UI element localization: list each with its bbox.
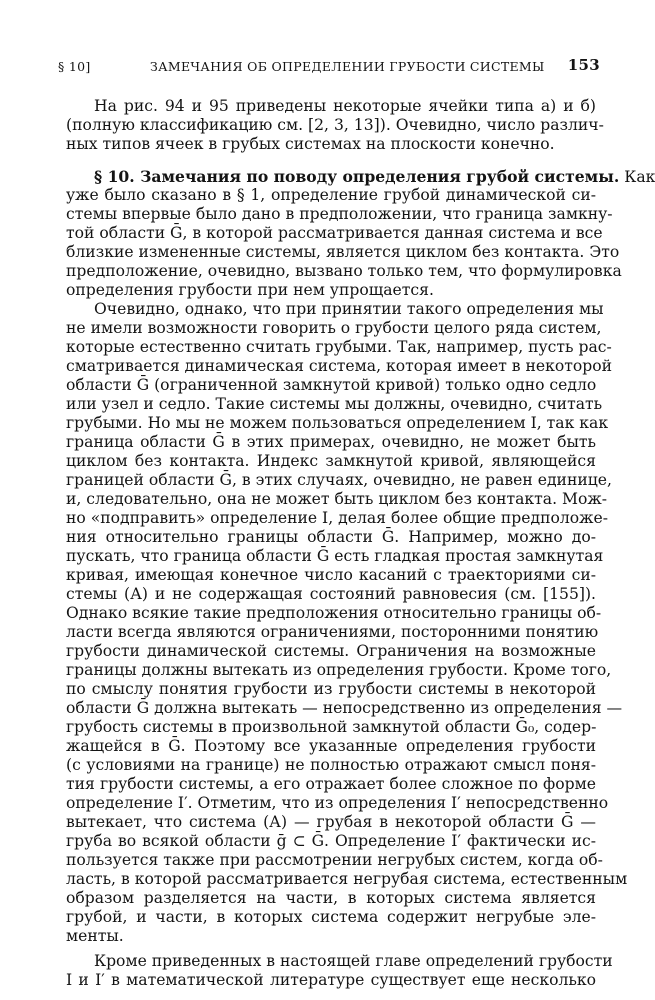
- text-line: кривая, имеющая конечное число касаний с траекториями си-: [66, 566, 596, 584]
- text-line: стемы (А) и не содержащая состояний равновесия (см. [155]).: [66, 585, 596, 603]
- text-line: жащейся в Ḡ. Поэтому все указанные определения грубости: [66, 737, 596, 755]
- section-heading: § 10. Замечания по поводу определения грубой системы.: [94, 167, 620, 186]
- text-line: области Ḡ (ограниченной замкнутой кривой) только одно седло: [66, 376, 597, 394]
- paragraph-closing: [66, 952, 613, 990]
- text-line: уже было сказано в § 1, определение грубой динамической си-: [66, 186, 596, 204]
- text-line: груба во всякой области ḡ ⊂ Ḡ. Определение I′ фактически ис-: [66, 832, 596, 850]
- text-line: и, следовательно, она не может быть циклом без контакта. Мож-: [66, 490, 607, 508]
- text-line: I и I′ в математической литературе существует еще несколько: [66, 971, 596, 989]
- text-line: менты.: [66, 927, 124, 945]
- running-header: [58, 56, 600, 78]
- text-line: границей области Ḡ, в этих случаях, очевидно, не равен единице,: [66, 471, 612, 489]
- text-line: (с условиями на границе) не полностью отражают смысл поня-: [66, 756, 596, 774]
- text-line: грубость системы в произвольной замкнутой области Ḡ₀, содер-: [66, 718, 597, 736]
- section-heading-line: [66, 167, 655, 186]
- text-line: Кроме приведенных в настоящей главе определений грубости: [94, 952, 613, 970]
- text-line: которые естественно считать грубыми. Так, например, пусть рас-: [66, 338, 612, 356]
- text-line: ных типов ячеек в грубых системах на плоскости конечно.: [66, 135, 555, 153]
- text-line: грубой, и части, в которых система содержит негрубые эле-: [66, 908, 596, 926]
- text-line: вытекает, что система (А) — грубая в некоторой области Ḡ —: [66, 813, 596, 831]
- text-line: На рис. 94 и 95 приведены некоторые ячейки типа а) и б): [94, 97, 596, 115]
- text-line: пускать, что граница области Ḡ есть гладкая простая замкнутая: [66, 547, 604, 565]
- text-line: предположение, очевидно, вызвано только тем, что формулировка: [66, 262, 622, 280]
- text-line: или узел и седло. Такие системы мы должны, очевидно, считать: [66, 395, 603, 413]
- text-line: по смыслу понятия грубости из грубости системы в некоторой: [66, 680, 596, 698]
- text-line: грубости динамической системы. Ограничения на возможные: [66, 642, 596, 660]
- text-line: той области Ḡ, в которой рассматривается данная система и все: [66, 224, 603, 242]
- header-title: ЗАМЕЧАНИЯ ОБ ОПРЕДЕЛЕНИИ ГРУБОСТИ СИСТЕМЫ: [150, 59, 545, 74]
- text-line: Однако всякие такие предположения относительно границы об-: [66, 604, 602, 622]
- text-line: близкие измененные системы, является циклом без контакта. Это: [66, 243, 620, 261]
- text-line: ласти всегда являются ограничениями, посторонними понятию: [66, 623, 599, 641]
- text-line: определение I′. Отметим, что из определения I′ непосредственно: [66, 794, 609, 812]
- text-line: тия грубости системы, а его отражает более сложное по форме: [66, 775, 596, 793]
- paragraph-figures: [66, 97, 604, 154]
- text-line: граница области Ḡ в этих примерах, очевидно, не может быть: [66, 433, 596, 451]
- text-line: (полную классификацию см. [2, 3, 13]). Очевидно, число различ-: [66, 116, 604, 134]
- page-number: 153: [567, 56, 600, 74]
- text-line: ния относительно границы области Ḡ. Например, можно до-: [66, 528, 596, 546]
- text-line: не имели возможности говорить о грубости целого ряда систем,: [66, 319, 602, 337]
- text-line: границы должны вытекать из определения грубости. Кроме того,: [66, 661, 612, 679]
- text-line: сматривается динамическая система, которая имеет в некоторой: [66, 357, 613, 375]
- text-line: грубыми. Но мы не можем пользоваться определением I, так как: [66, 414, 609, 432]
- text-line: ласть, в которой рассматривается негрубая система, естественным: [66, 870, 628, 888]
- text-line: определения грубости при нем упрощается.: [66, 281, 434, 299]
- text-line: образом разделяется на части, в которых система является: [66, 889, 596, 907]
- header-section: § 10]: [58, 59, 91, 74]
- text-line: стемы впервые было дано в предположении, что граница замкну-: [66, 205, 613, 223]
- text-line: области Ḡ должна вытекать — непосредственно из определения —: [66, 699, 623, 717]
- text-line: циклом без контакта. Индекс замкнутой кривой, являющейся: [66, 452, 596, 470]
- text-fragment: Как: [619, 168, 655, 186]
- paragraph-main: [66, 300, 628, 946]
- text-line: Очевидно, однако, что при принятии такого определения мы: [94, 300, 604, 318]
- text-line: но «подправить» определение I, делая более общие предположе-: [66, 509, 609, 527]
- paragraph-section-10: [66, 167, 655, 300]
- text-line: пользуется также при рассмотрении негрубых систем, когда об-: [66, 851, 603, 869]
